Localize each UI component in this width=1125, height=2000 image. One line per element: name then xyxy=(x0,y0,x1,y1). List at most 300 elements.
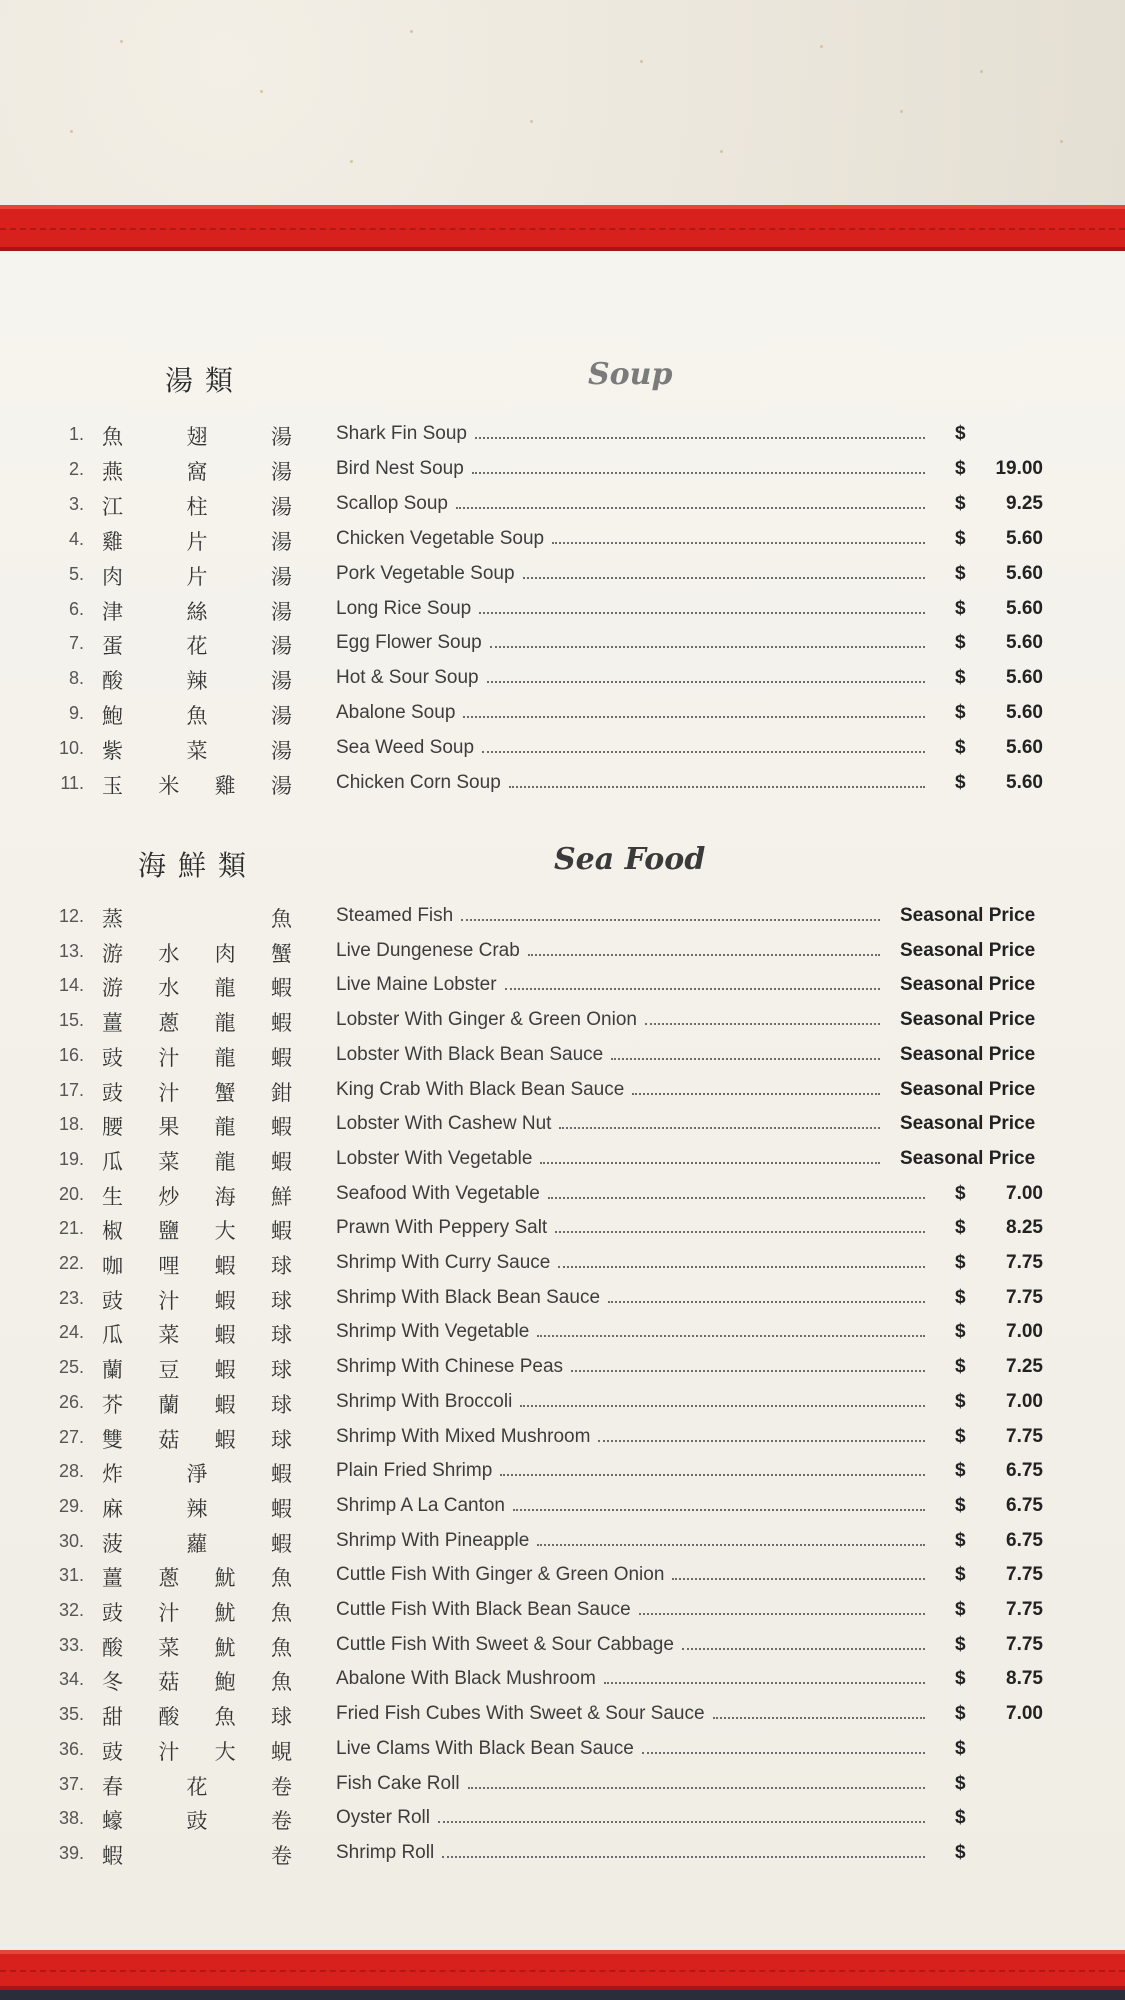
item-name-line xyxy=(336,702,925,724)
chinese-character: 炒 xyxy=(158,1184,180,1209)
item-name: Lobster With Vegetable xyxy=(336,1147,533,1169)
item-name: Shrimp With Chinese Peas xyxy=(336,1356,564,1378)
price-amount: 9.25 xyxy=(1006,492,1043,514)
dot-leader xyxy=(645,1009,880,1025)
item-chinese-name xyxy=(102,1493,292,1523)
item-name: Lobster With Ginger & Green Onion xyxy=(336,1009,637,1031)
item-name: Shrimp With Vegetable xyxy=(336,1321,530,1343)
seasonal-price: Seasonal Price xyxy=(900,1078,1036,1100)
chinese-character: 魷 xyxy=(214,1601,236,1625)
seasonal-price: Seasonal Price xyxy=(900,1009,1036,1031)
item-number: 7. xyxy=(68,633,84,654)
currency-symbol: $ xyxy=(955,667,966,689)
chinese-character: 蝦 xyxy=(271,1496,292,1521)
item-name-line xyxy=(336,1530,925,1552)
chinese-character: 燕 xyxy=(102,459,123,484)
item-chinese-name xyxy=(102,665,292,695)
dot-leader xyxy=(552,528,925,544)
chinese-character: 魚 xyxy=(270,1670,292,1695)
price-amount: 5.60 xyxy=(1006,562,1043,584)
item-number: 10. xyxy=(58,738,84,759)
chinese-character: 蠔 xyxy=(102,1809,123,1834)
item-chinese-name xyxy=(102,1146,292,1176)
chinese-character: 椒 xyxy=(102,1219,123,1244)
chinese-character: 蝦 xyxy=(214,1427,236,1452)
item-name-line xyxy=(336,1009,880,1031)
item-name-line xyxy=(336,528,925,550)
item-chinese-name xyxy=(102,1354,292,1384)
chinese-character: 片 xyxy=(186,529,208,554)
chinese-character: 辣 xyxy=(186,1496,208,1521)
chinese-character: 球 xyxy=(270,1288,292,1313)
dot-leader xyxy=(500,1460,925,1476)
chinese-character: 翅 xyxy=(186,425,208,449)
chinese-character: 球 xyxy=(270,1358,292,1383)
chinese-character: 豉 xyxy=(102,1045,123,1070)
chinese-character: 湯 xyxy=(271,564,292,589)
price-amount: 7.75 xyxy=(1006,1564,1043,1586)
currency-symbol: $ xyxy=(955,1356,966,1378)
dot-leader xyxy=(604,1668,925,1684)
item-name-line xyxy=(336,1703,925,1725)
menu-item-row xyxy=(0,1143,1125,1177)
menu-item-row xyxy=(0,1837,1125,1871)
currency-symbol: $ xyxy=(955,1460,966,1482)
chinese-character: 生 xyxy=(102,1184,123,1209)
menu-item-row xyxy=(0,662,1125,696)
chinese-character: 雙 xyxy=(102,1427,123,1452)
item-name: Oyster Roll xyxy=(336,1807,430,1829)
menu-item-row xyxy=(0,1316,1125,1350)
chinese-character: 雞 xyxy=(214,774,236,798)
chinese-character: 玉 xyxy=(102,774,123,798)
chinese-character: 卷 xyxy=(271,1774,292,1799)
chinese-character: 豉 xyxy=(186,1809,208,1834)
chinese-character: 蝦 xyxy=(270,1149,292,1174)
dot-leader xyxy=(713,1703,925,1719)
chinese-character: 菜 xyxy=(158,1635,180,1660)
menu-item-row xyxy=(0,1351,1125,1385)
chinese-character: 龍 xyxy=(214,1149,236,1174)
chinese-character: 菠 xyxy=(102,1531,123,1556)
seasonal-price: Seasonal Price xyxy=(900,939,1036,961)
chinese-character: 龍 xyxy=(214,1045,236,1070)
dot-leader xyxy=(520,1391,925,1407)
dot-leader xyxy=(505,974,880,990)
chinese-character: 鹽 xyxy=(158,1219,180,1244)
menu-item-row xyxy=(0,488,1125,522)
item-name: Live Dungenese Crab xyxy=(336,939,520,961)
dot-leader xyxy=(438,1807,925,1823)
item-chinese-name xyxy=(102,1701,292,1731)
item-number: 2. xyxy=(68,458,84,479)
chinese-character: 腰 xyxy=(102,1115,123,1140)
table-edge xyxy=(0,1990,1125,2000)
price-amount: 5.60 xyxy=(1006,632,1043,654)
item-chinese-name xyxy=(102,1666,292,1696)
item-name-line xyxy=(336,1217,925,1239)
item-name-line xyxy=(336,905,880,927)
dot-leader xyxy=(456,493,925,509)
chinese-character: 魷 xyxy=(214,1566,236,1591)
item-name: Shrimp With Pineapple xyxy=(336,1529,530,1551)
price-amount: 8.25 xyxy=(1006,1217,1043,1239)
price-amount: 7.00 xyxy=(1006,1321,1043,1343)
dot-leader xyxy=(468,1773,925,1789)
chinese-character: 魚 xyxy=(270,1566,292,1591)
item-chinese-name xyxy=(102,1007,292,1037)
menu-top-border xyxy=(0,205,1125,251)
chinese-character: 絲 xyxy=(186,599,208,624)
menu-page xyxy=(0,251,1125,1950)
item-chinese-name xyxy=(102,1042,292,1072)
item-name: Chicken Corn Soup xyxy=(336,772,501,793)
chinese-character: 蘭 xyxy=(158,1392,180,1417)
menu-item-row xyxy=(0,969,1125,1003)
item-name-line xyxy=(336,1460,925,1482)
item-name: Long Rice Soup xyxy=(336,597,472,619)
item-name-line xyxy=(336,598,925,620)
item-name: Cuttle Fish With Ginger & Green Onion xyxy=(336,1564,665,1586)
price-amount: 6.75 xyxy=(1006,1494,1043,1516)
dot-leader xyxy=(632,1079,880,1095)
item-name: Lobster With Black Bean Sauce xyxy=(336,1043,604,1065)
currency-symbol: $ xyxy=(955,1321,966,1343)
item-name: Pork Vegetable Soup xyxy=(336,562,515,584)
dot-leader xyxy=(642,1738,925,1754)
chinese-character: 菜 xyxy=(158,1149,180,1174)
item-chinese-name xyxy=(102,491,292,521)
menu-item-row xyxy=(0,1386,1125,1420)
item-name-line xyxy=(336,1634,925,1656)
item-chinese-name xyxy=(102,700,292,730)
currency-symbol: $ xyxy=(955,1807,966,1829)
item-name-line xyxy=(336,423,925,445)
chinese-character: 冬 xyxy=(102,1670,123,1695)
chinese-character: 魚 xyxy=(102,425,123,449)
currency-symbol: $ xyxy=(955,1425,966,1447)
chinese-character: 龍 xyxy=(214,1011,236,1036)
chinese-character: 魚 xyxy=(186,704,208,729)
price-amount: 6.75 xyxy=(1006,1529,1043,1551)
currency-symbol: $ xyxy=(955,1633,966,1655)
menu-item-row xyxy=(0,1663,1125,1697)
item-name-line xyxy=(336,1807,925,1829)
item-number: 14. xyxy=(58,975,84,996)
seafood-section-header xyxy=(0,836,1125,896)
chinese-character: 炸 xyxy=(102,1462,123,1487)
item-name: Cuttle Fish With Black Bean Sauce xyxy=(336,1599,631,1620)
item-number: 25. xyxy=(58,1357,84,1378)
chinese-character: 薑 xyxy=(102,1566,123,1591)
item-name-line xyxy=(336,1356,925,1378)
currency-symbol: $ xyxy=(955,1252,966,1273)
chinese-character: 湯 xyxy=(271,425,292,449)
item-chinese-name xyxy=(102,903,292,933)
chinese-character: 魚 xyxy=(270,1635,292,1660)
dot-leader xyxy=(540,1148,880,1164)
chinese-character: 花 xyxy=(186,1774,208,1799)
chinese-character: 片 xyxy=(186,564,208,589)
item-number: 36. xyxy=(58,1738,84,1759)
currency-symbol: $ xyxy=(955,1494,966,1516)
currency-symbol: $ xyxy=(955,1182,966,1204)
dot-leader xyxy=(442,1842,925,1858)
chinese-character: 豆 xyxy=(158,1358,180,1383)
price-amount: 7.00 xyxy=(1006,1182,1043,1204)
currency-symbol: $ xyxy=(955,457,966,479)
chinese-character: 卷 xyxy=(271,1843,292,1868)
currency-symbol: $ xyxy=(955,1217,966,1239)
currency-symbol: $ xyxy=(955,562,966,584)
currency-symbol: $ xyxy=(955,737,966,759)
item-name-line xyxy=(336,632,925,654)
item-name-line xyxy=(336,737,925,759)
dot-leader xyxy=(608,1287,925,1303)
chinese-character: 水 xyxy=(158,976,180,1001)
item-chinese-name xyxy=(102,1528,292,1558)
chinese-character: 蝦 xyxy=(270,1115,292,1140)
chinese-character: 湯 xyxy=(271,634,292,659)
chinese-character: 瓜 xyxy=(102,1323,123,1348)
menu-item-row xyxy=(0,697,1125,731)
currency-symbol: $ xyxy=(955,1564,966,1586)
menu-item-row xyxy=(0,767,1125,801)
price-amount: 5.60 xyxy=(1006,527,1043,549)
chinese-character: 蝦 xyxy=(214,1254,236,1278)
item-name: Plain Fried Shrimp xyxy=(336,1460,493,1482)
item-name-line xyxy=(336,1495,925,1517)
currency-symbol: $ xyxy=(955,1737,966,1759)
item-name: Live Maine Lobster xyxy=(336,974,497,996)
chinese-character: 蝦 xyxy=(270,1045,292,1070)
menu-item-row xyxy=(0,900,1125,934)
menu-item-row xyxy=(0,1802,1125,1836)
chinese-character: 紫 xyxy=(102,739,123,764)
chinese-character: 汁 xyxy=(158,1288,180,1313)
item-name: Abalone With Black Mushroom xyxy=(336,1668,596,1690)
chinese-character: 汁 xyxy=(158,1045,180,1070)
price-amount: 5.60 xyxy=(1006,597,1043,619)
dot-leader xyxy=(482,737,925,753)
price-amount: 5.60 xyxy=(1006,737,1043,759)
seasonal-price: Seasonal Price xyxy=(900,974,1036,996)
chinese-character: 湯 xyxy=(271,669,292,694)
soup-section-header xyxy=(0,351,1125,411)
item-name: Live Clams With Black Bean Sauce xyxy=(336,1737,634,1759)
menu-item-row xyxy=(0,1629,1125,1663)
item-name-line xyxy=(336,1599,925,1621)
chinese-character: 花 xyxy=(186,634,208,659)
chinese-character: 球 xyxy=(270,1254,292,1278)
menu-item-row xyxy=(0,1178,1125,1212)
item-name: Shark Fin Soup xyxy=(336,423,467,444)
chinese-character: 鮑 xyxy=(214,1670,236,1695)
chinese-character: 鮮 xyxy=(270,1184,292,1209)
chinese-character: 肉 xyxy=(102,564,123,589)
chinese-character: 龍 xyxy=(214,1115,236,1140)
currency-symbol: $ xyxy=(955,527,966,549)
item-chinese-name xyxy=(102,972,292,1002)
price-amount: 6.75 xyxy=(1006,1460,1043,1482)
item-chinese-name xyxy=(102,1250,292,1280)
chinese-character: 窩 xyxy=(186,459,208,484)
chinese-character: 豉 xyxy=(102,1739,123,1764)
item-chinese-name xyxy=(102,1597,292,1627)
dot-leader xyxy=(528,940,880,956)
chinese-character: 菇 xyxy=(158,1427,180,1452)
chinese-character: 汁 xyxy=(158,1080,180,1105)
chinese-character: 豉 xyxy=(102,1080,123,1105)
currency-symbol: $ xyxy=(955,1772,966,1794)
chinese-character: 芥 xyxy=(102,1392,123,1417)
dot-leader xyxy=(479,598,925,614)
item-name: Lobster With Cashew Nut xyxy=(336,1113,552,1135)
item-chinese-name xyxy=(102,770,292,800)
menu-item-row xyxy=(0,1247,1125,1281)
chinese-character: 豉 xyxy=(102,1288,123,1313)
item-name-line xyxy=(336,1426,925,1448)
chinese-character: 酸 xyxy=(102,1635,123,1660)
menu-item-row xyxy=(0,1074,1125,1108)
chinese-character: 游 xyxy=(102,941,123,966)
item-name: Shrimp With Curry Sauce xyxy=(336,1252,551,1273)
chinese-character: 菇 xyxy=(158,1670,180,1695)
chinese-character: 米 xyxy=(158,774,180,798)
item-name: Seafood With Vegetable xyxy=(336,1182,540,1204)
menu-item-row xyxy=(0,1733,1125,1767)
price-amount: 7.75 xyxy=(1006,1425,1043,1447)
item-name-line xyxy=(336,1148,880,1170)
currency-symbol: $ xyxy=(955,597,966,619)
item-name: Egg Flower Soup xyxy=(336,632,482,654)
currency-symbol: $ xyxy=(955,1599,966,1620)
menu-item-row xyxy=(0,1698,1125,1732)
dot-leader xyxy=(523,563,925,579)
item-number: 24. xyxy=(58,1322,84,1343)
item-number: 19. xyxy=(58,1148,84,1169)
chinese-character: 蝦 xyxy=(270,1011,292,1036)
item-chinese-name xyxy=(102,1771,292,1801)
chinese-character: 球 xyxy=(270,1705,292,1730)
item-number: 32. xyxy=(58,1600,84,1620)
chinese-character: 球 xyxy=(270,1323,292,1348)
chinese-character: 湯 xyxy=(271,459,292,484)
item-name: King Crab With Black Bean Sauce xyxy=(336,1078,625,1100)
item-number: 5. xyxy=(68,563,84,584)
chinese-character: 蔥 xyxy=(158,1566,180,1591)
menu-item-row xyxy=(0,1039,1125,1073)
menu-item-row xyxy=(0,558,1125,592)
item-name-line xyxy=(336,1391,925,1413)
menu-item-row xyxy=(0,627,1125,661)
chinese-character: 蝦 xyxy=(102,1843,123,1868)
dot-leader xyxy=(461,905,880,921)
item-chinese-name xyxy=(102,561,292,591)
item-chinese-name xyxy=(102,1458,292,1488)
menu-item-row xyxy=(0,1421,1125,1455)
chinese-character: 蝦 xyxy=(214,1288,236,1313)
chinese-character: 球 xyxy=(270,1427,292,1452)
chinese-character: 湯 xyxy=(271,599,292,624)
menu-item-row xyxy=(0,1108,1125,1142)
chinese-character: 柱 xyxy=(186,494,208,519)
chinese-character: 豉 xyxy=(102,1601,123,1625)
chinese-character: 蝦 xyxy=(271,1531,292,1556)
dot-leader xyxy=(672,1564,925,1580)
item-number: 28. xyxy=(58,1461,84,1482)
chinese-character: 魚 xyxy=(271,907,292,931)
menu-item-row xyxy=(0,593,1125,627)
chinese-character: 蟹 xyxy=(270,941,292,966)
seasonal-price: Seasonal Price xyxy=(900,1147,1036,1169)
seasonal-price: Seasonal Price xyxy=(900,1113,1036,1135)
chinese-character: 果 xyxy=(158,1115,180,1140)
dot-leader xyxy=(682,1634,925,1650)
item-name-line xyxy=(336,1044,880,1066)
item-chinese-name xyxy=(102,526,292,556)
chinese-character: 蝦 xyxy=(270,1219,292,1244)
price-amount: 7.75 xyxy=(1006,1599,1043,1620)
currency-symbol: $ xyxy=(955,423,966,444)
menu-item-row xyxy=(0,1594,1125,1628)
currency-symbol: $ xyxy=(955,772,966,793)
item-chinese-name xyxy=(102,1181,292,1211)
item-name: Shrimp With Mixed Mushroom xyxy=(336,1425,591,1447)
item-number: 33. xyxy=(58,1634,84,1655)
dot-leader xyxy=(513,1495,925,1511)
item-name-line xyxy=(336,940,880,962)
chinese-character: 酸 xyxy=(158,1705,180,1730)
item-number: 1. xyxy=(68,424,84,444)
menu-item-row xyxy=(0,418,1125,452)
chinese-character: 龍 xyxy=(214,976,236,1001)
item-name: Sea Weed Soup xyxy=(336,737,475,759)
price-amount: 5.60 xyxy=(1006,667,1043,689)
item-number: 21. xyxy=(58,1218,84,1239)
item-number: 31. xyxy=(58,1565,84,1586)
item-name-line xyxy=(336,1079,880,1101)
item-name: Chicken Vegetable Soup xyxy=(336,527,545,549)
item-name-line xyxy=(336,1738,925,1760)
chinese-character: 菜 xyxy=(158,1323,180,1348)
item-number: 27. xyxy=(58,1426,84,1447)
chinese-character: 汁 xyxy=(158,1739,180,1764)
item-number: 15. xyxy=(58,1010,84,1031)
chinese-character: 湯 xyxy=(271,494,292,519)
currency-symbol: $ xyxy=(955,1668,966,1690)
chinese-character: 鉗 xyxy=(270,1080,292,1105)
table-surface xyxy=(0,0,1125,210)
item-name: Fish Cake Roll xyxy=(336,1772,460,1794)
chinese-character: 春 xyxy=(102,1774,123,1799)
item-name-line xyxy=(336,667,925,689)
chinese-character: 菜 xyxy=(186,739,208,764)
item-number: 18. xyxy=(58,1114,84,1135)
menu-item-row xyxy=(0,1768,1125,1802)
item-name: Shrimp A La Canton xyxy=(336,1494,505,1516)
item-chinese-name xyxy=(102,421,292,451)
chinese-character: 湯 xyxy=(271,739,292,764)
chinese-character: 雞 xyxy=(102,529,123,554)
price-amount: 7.75 xyxy=(1006,1633,1043,1655)
chinese-character: 魷 xyxy=(214,1635,236,1660)
price-amount: 7.75 xyxy=(1006,1286,1043,1308)
dot-leader xyxy=(611,1044,880,1060)
item-chinese-name xyxy=(102,1562,292,1592)
dot-leader xyxy=(571,1356,925,1372)
item-number: 38. xyxy=(58,1808,84,1829)
